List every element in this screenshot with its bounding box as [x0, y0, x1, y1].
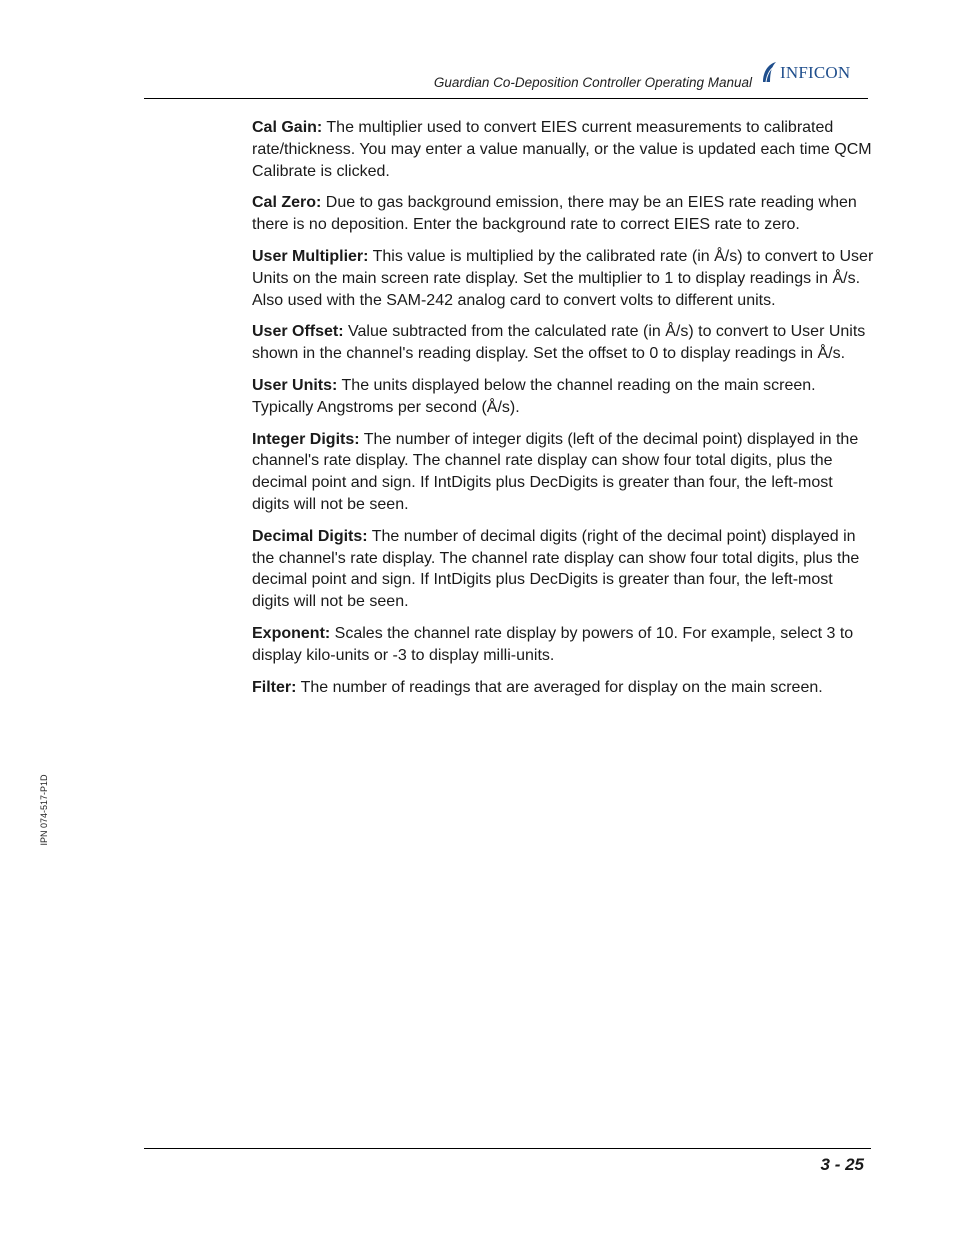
definition-user-units	[252, 375, 874, 419]
definition-cal-zero	[252, 192, 874, 236]
definition-decimal-digits	[252, 526, 874, 613]
term-label: User Multiplier:	[252, 247, 369, 265]
term-description: The number of decimal digits (right of the decimal point) displayed in the channel's rate display. The channel rate display can show four total digits, plus the decimal point and sign. If IntDigits plus DecDigits is greater than four, the left-most digits will not be seen.	[252, 527, 860, 611]
document-part-number: IPN 074-517-P1D	[39, 774, 49, 846]
term-description: Due to gas background emission, there may be an EIES rate reading when there is no deposition. Enter the background rate to correct EIES rate to zero.	[252, 194, 857, 234]
term-description: The multiplier used to convert EIES current measurements to calibrated rate/thickness. You may enter a value manually, or the value is updated each time QCM Calibrate is clicked.	[252, 119, 872, 180]
term-description: The units displayed below the channel reading on the main screen. Typically Angstroms per second (Å/s).	[252, 376, 816, 416]
term-description: This value is multiplied by the calibrated rate (in Å/s) to convert to User Units on the main screen rate display. Set the multiplier to 1 to display readings in Å/s. Also used with the SAM-242 analog card to convert volts to different units.	[252, 247, 874, 309]
definition-list	[252, 117, 874, 708]
term-description: Scales the channel rate display by powers of 10. For example, select 3 to display kilo-units or -3 to display milli-units.	[252, 624, 854, 664]
definition-user-multiplier	[252, 246, 874, 311]
definition-user-offset	[252, 321, 874, 365]
term-description: Value subtracted from the calculated rate (in Å/s) to convert to User Units shown in the channel's reading display. Set the offset to 0 to display readings in Å/s.	[252, 323, 866, 363]
definition-filter	[252, 677, 874, 699]
running-header-title: Guardian Co-Deposition Controller Operating Manual	[433, 75, 752, 90]
term-label: Decimal Digits:	[252, 527, 368, 545]
term-description: The number of readings that are averaged for display on the main screen.	[296, 678, 823, 696]
footer-divider	[144, 1148, 871, 1149]
definition-integer-digits	[252, 429, 874, 516]
definition-cal-gain	[252, 117, 874, 182]
header-divider	[144, 98, 868, 99]
svg-text:INFICON: INFICON	[780, 63, 851, 82]
term-label: Cal Gain:	[252, 119, 323, 136]
inficon-logo	[760, 58, 874, 86]
definition-exponent	[252, 623, 874, 667]
term-description: The number of integer digits (left of the decimal point) displayed in the channel's rate display. The channel rate display can show four total digits, plus the decimal point and sign. If IntDigits plus DecDigits is greater than four, the left-most digits will not be seen.	[252, 430, 859, 513]
term-label: Cal Zero:	[252, 194, 322, 212]
term-label: Exponent:	[252, 624, 331, 642]
term-label: User Units:	[252, 376, 338, 394]
term-label: User Offset:	[252, 323, 344, 341]
page-number: 3 - 25	[820, 1155, 864, 1174]
term-label: Integer Digits:	[252, 430, 360, 448]
term-label: Filter:	[252, 678, 297, 696]
